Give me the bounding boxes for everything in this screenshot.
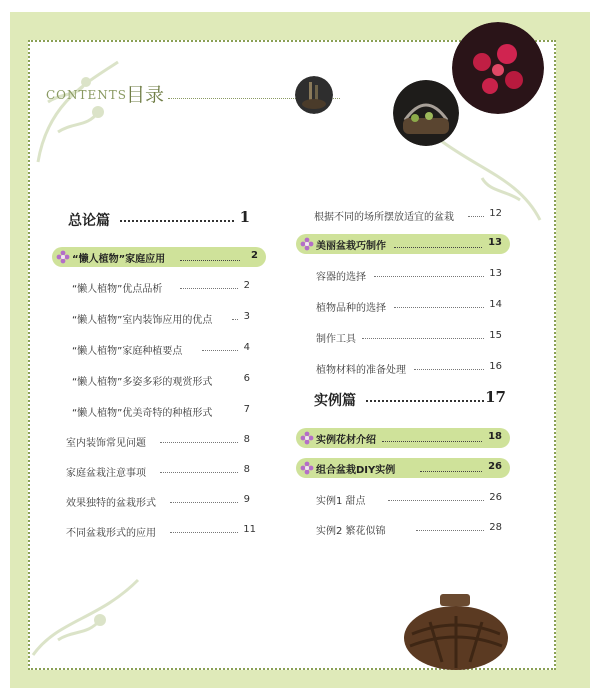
leader-dots (382, 441, 482, 442)
leader-dots (120, 220, 234, 222)
leader-dots (362, 338, 484, 339)
page-number: 7 (243, 404, 250, 415)
page-number: 18 (488, 431, 502, 442)
toc-item[interactable] (72, 402, 250, 420)
page-number: 14 (489, 299, 502, 310)
leader-dots (170, 502, 238, 503)
page-number: 11 (243, 524, 256, 535)
highlight-home-application[interactable] (52, 247, 266, 267)
leader-dots (416, 530, 484, 531)
toc-label: “懒人植物”家庭种植要点 (72, 346, 183, 357)
page-number: 8 (243, 434, 250, 445)
toc-item[interactable] (314, 206, 502, 224)
toc-label: 根据不同的场所摆放适宜的盆栽 (314, 212, 454, 223)
toc-item[interactable] (66, 432, 250, 450)
leader-dots (180, 288, 238, 289)
highlight-label: 组合盆栽DIY实例 (316, 465, 396, 476)
contents-english-title: CONTENTS (46, 88, 128, 102)
highlight-label: 实例花材介绍 (316, 435, 376, 446)
page-number: 16 (489, 361, 502, 372)
leader-dots (202, 350, 238, 351)
leader-dots (232, 319, 238, 320)
toc-item[interactable] (72, 371, 250, 389)
toc-label: “懒人植物”优美奇特的种植形式 (72, 408, 213, 419)
page-number: 2 (251, 250, 258, 261)
toc-label: 容器的选择 (316, 272, 366, 283)
page-number: 13 (488, 237, 502, 248)
photo-basket-arrangement (393, 80, 459, 146)
toc-item[interactable] (316, 490, 502, 508)
leader-dots (180, 260, 240, 261)
toc-item[interactable] (316, 328, 502, 346)
page-number: 13 (489, 268, 502, 279)
toc-label: 室内装饰常见问题 (66, 438, 146, 449)
highlight-label: 美丽盆栽巧制作 (316, 241, 386, 252)
leader-dots (160, 472, 238, 473)
section-general[interactable] (68, 208, 250, 230)
page-number: 1 (239, 208, 250, 226)
leader-dots (388, 500, 484, 501)
highlight-bonsai-making[interactable] (296, 234, 510, 254)
floral-swirl-top-left (28, 42, 138, 172)
floral-swirl-bottom-left (28, 560, 148, 660)
flower-icon (300, 237, 314, 251)
leader-dots (414, 369, 484, 370)
leader-dots (394, 247, 482, 248)
toc-item[interactable] (316, 359, 502, 377)
page-number: 6 (243, 373, 250, 384)
flower-icon (300, 461, 314, 475)
highlight-diy-examples[interactable] (296, 458, 510, 478)
toc-label: “懒人植物”多姿多彩的观赏形式 (72, 377, 213, 388)
photo-woven-pot (400, 592, 512, 674)
toc-label: 家庭盆栽注意事项 (66, 468, 146, 479)
toc-item[interactable] (66, 462, 250, 480)
toc-item[interactable] (66, 522, 256, 540)
flower-icon (300, 431, 314, 445)
toc-item[interactable] (72, 278, 250, 296)
leader-dots (170, 532, 238, 533)
page-number: 26 (488, 461, 502, 472)
leader-dots (420, 471, 482, 472)
flower-icon (56, 250, 70, 264)
toc-label: 实例2 繁花似锦 (316, 526, 386, 537)
section-label: 实例篇 (314, 393, 356, 409)
highlight-label: “懒人植物”家庭应用 (72, 254, 166, 265)
toc-label: 植物材料的准备处理 (316, 365, 406, 376)
photo-red-flowers (452, 22, 544, 114)
toc-item[interactable] (316, 266, 502, 284)
toc-label: “懒人植物”优点品析 (72, 284, 163, 295)
toc-label: 植物品种的选择 (316, 303, 386, 314)
leader-dots (468, 216, 484, 217)
toc-label: 制作工具 (316, 334, 356, 345)
toc-label: 效果独特的盆栽形式 (66, 498, 156, 509)
toc-item[interactable] (72, 340, 250, 358)
toc-item[interactable] (66, 492, 250, 510)
section-label: 总论篇 (68, 213, 110, 229)
page-number: 15 (489, 330, 502, 341)
leader-dots (394, 307, 484, 308)
page-number: 2 (243, 280, 250, 291)
page-number: 28 (489, 522, 502, 533)
leader-dots (366, 400, 484, 402)
leader-dots (160, 442, 238, 443)
contents-chinese-title: 目录 (126, 84, 165, 106)
page-number: 17 (485, 388, 506, 406)
toc-item[interactable] (316, 297, 502, 315)
page-number: 3 (243, 311, 250, 322)
toc-item[interactable] (72, 309, 250, 327)
leader-dots (374, 276, 484, 277)
highlight-flower-materials[interactable] (296, 428, 510, 448)
page-number: 26 (489, 492, 502, 503)
toc-label: 实例1 甜点 (316, 496, 366, 507)
toc-item[interactable] (316, 520, 502, 538)
toc-label: “懒人植物”室内装饰应用的优点 (72, 315, 213, 326)
page-number: 8 (243, 464, 250, 475)
photo-plant-small (295, 76, 333, 114)
page-number: 4 (243, 342, 250, 353)
page-number: 9 (243, 494, 250, 505)
section-examples[interactable] (314, 388, 506, 410)
page-number: 12 (489, 208, 502, 219)
toc-label: 不同盆栽形式的应用 (66, 528, 156, 539)
